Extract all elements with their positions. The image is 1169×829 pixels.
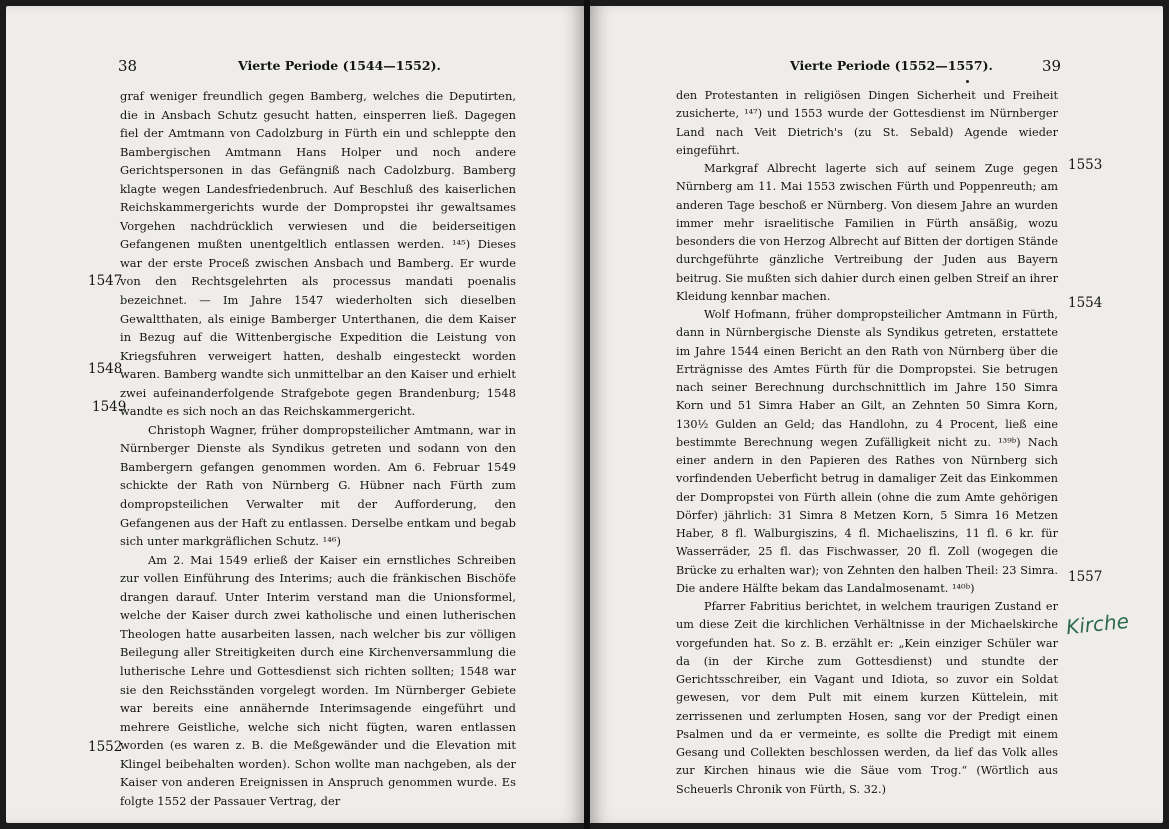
right-page-number: 39 — [1042, 57, 1062, 75]
left-paragraph-2: Christoph Wagner, früher dompropsteilicher Amtmann, war in Nürnberger Dienste als Syndikus getreten und sodann von den Bambergern gefangen genommen worden. Am 6. Februar 1549 schickte der Rath von Nürnberg G. Hübner nach Fürth zum dompropsteilichen Verwalter mit der Aufforderung, den Gefangenen aus der Haft zu entlassen. Derselbe entkam und begab sich unter markgräflichen Schutz. ¹⁴⁶) — [120, 422, 516, 549]
margin-year-1557: 1557 — [1068, 569, 1103, 585]
left-page-text — [120, 87, 516, 810]
left-paragraph-1: graf weniger freundlich gegen Bamberg, welches die Deputirten, die in Ansbach Schutz gesucht hatten, einsperren ließ. Dagegen fiel der Amtmann von Cadolzburg in Fürth ein und schleppte den Bambergischen Amtmann Hans Holper und noch andere Gerichtspersonen in das Gefängniß nach Cadolzburg. Bamberg klagte wegen Landesfriedenbruch. Auf Beschluß des kaiserlichen Reichskammergerichts wurde der Dompropstei ihr gewaltsames Vorgehen nachdrücklich verwiesen und die beiderseitigen Gefangenen mußten unentgeltlich entlassen werden. ¹⁴⁵) Dieses war der erste Proceß zwischen Ansbach und Bamberg. Er wurde von den Rechtsgelehrten als processus mandati poenalis bezeichnet. — Im Jahre 1547 wiederholten sich dieselben Gewaltthaten, als einige Bamberger Unterthanen, die dem Kaiser in Bezug auf die Wittenbergische Expedition die Leistung von Kriegsfuhren verweigert hatten, deshalb eingesteckt worden waren. Bamberg wandte sich unmittelbar an den Kaiser und erhielt zwei aufeinanderfolgende Strafgebote gegen Brandenburg; 1548 wandte es sich noch an das Reichskammergericht. — [120, 89, 516, 419]
right-paragraph-4: Pfarrer Fabritius berichtet, in welchem traurigen Zustand er um diese Zeit die kirchlichen Verhältnisse in der Michaelskirche vorgefunden hat. So z. B. erzählt er: „Kein einziger Schüler war da (in der Kirche zum Gottesdienst) und stundte der Gerichtsschreiber, ein Vagant und Idiota, so zuvor ein Soldat gewesen, vor dem Pult mit einem kurzen Küttelein, mit zerrissenen und zerlumpten Hosen, sang vor der Predigt einen Psalmen und da er vermeinte, es sollte die Predigt mit einem Gesang und Collekten beschlossen werden, da lief das Volk alles zur Kirchen hinaus wie die Säue vom Trog.“ (Wörtlich aus Scheuerls Chronik von Fürth, S. 32.) — [676, 600, 1058, 796]
left-running-head: Vierte Periode (1544—1552). — [238, 58, 441, 73]
margin-year-1553: 1553 — [1068, 157, 1103, 173]
margin-year-1548: 1548 — [88, 361, 123, 377]
handwritten-annotation: Kirche — [1064, 608, 1130, 640]
margin-year-1549: 1549 — [92, 399, 127, 415]
right-paragraph-2: Markgraf Albrecht lagerte sich auf seinem Zuge gegen Nürnberg am 11. Mai 1553 zwischen Fürth und Poppenreuth; am anderen Tage beschoß er Nürnberg. Von diesem Jahre an wurden immer mehr israelitische Familien in Fürth ansäßig, wozu besonders die von Herzog Albrecht auf Bitten der dortigen Stände durchgeführte gänzliche Vertreibung der Juden aus Bayern beitrug. Sie mußten sich dahier durch einen gelben Streif an ihrer Kleidung kennbar machen. — [676, 162, 1058, 303]
stray-mark — [966, 80, 969, 83]
left-paragraph-3: Am 2. Mai 1549 erließ der Kaiser ein ernstliches Schreiben zur vollen Einführung des Interims; auch die fränkischen Bischöfe drangen darauf. Unter Interim verstand man die Unionsformel, welche der Kaiser durch zwei katholische und einen lutherischen Theologen hatte ausarbeiten lassen, nach welcher bis zur völligen Beilegung aller Streitigkeiten durch eine Kirchenversammlung die lutherische Lehre und Gottesdienst sich richten sollten; 1548 war sie den Reichsständen vorgelegt worden. Im Nürnberger Gebiete war bereits eine annähernde Interimsagende eingeführt und mehrere Geistliche, welche sich nicht fügten, waren entlassen worden (es waren z. B. die Meßgewänder und die Elevation mit Klingel beibehalten worden). Schon wollte man nachgeben, als der Kaiser von anderen Ereignissen in Anspruch genommen wurde. Es folgte 1552 der Passauer Vertrag, der — [120, 552, 516, 808]
margin-year-1552: 1552 — [88, 739, 123, 755]
left-page-number: 38 — [118, 57, 138, 75]
margin-year-1554: 1554 — [1068, 295, 1103, 311]
right-running-head: Vierte Periode (1552—1557). — [790, 58, 993, 73]
right-paragraph-3: Wolf Hofmann, früher dompropsteilicher Amtmann in Fürth, dann in Nürnbergische Dienste als Syndikus getreten, erstattete im Jahre 1544 einen Bericht an den Rath von Nürnberg über die Erträgnisse des Amtes Fürth für die Dompropstei. Sie betrugen nach seiner Berechnung durchschnittlich im Jahre 150 Simra Korn und 51 Simra Haber an Gilt, an Zehnten 50 Simra Korn, 130½ Gulden an Geld; das Handlohn, zu 4 Procent, ließ eine bestimmte Berechnung wegen Zufälligkeit nicht zu. ¹³⁹ᵇ) Nach einer andern in den Papieren des Rathes von Nürnberg sich vorfindenden Ueberficht betrug in damaliger Zeit das Einkommen der Dompropstei von Fürth allein (ohne die zum Amte gehörigen Dörfer) jährlich: 31 Simra 8 Metzen Korn, 5 Simra 16 Metzen Haber, 8 fl. Walburgiszins, 4 fl. Michaeliszins, 11 fl. 6 kr. für Wasserräder, 25 fl. das Fischwasser, 20 fl. Zoll (wogegen die Brücke zu erhalten war); von Zehnten den halben Theil: 23 Simra. Die andere Hälfte bekam das Landalmosenamt. ¹⁴⁰ᵇ) — [676, 308, 1058, 595]
right-paragraph-1: den Protestanten in religiösen Dingen Sicherheit und Freiheit zusicherte, ¹⁴⁷) und 1553 wurde der Gottesdienst im Nürnberger Land nach Veit Dietrich's (zu St. Sebald) Agende wieder eingeführt. — [676, 89, 1058, 157]
right-page-text — [676, 87, 1058, 799]
margin-year-1547: 1547 — [88, 273, 123, 289]
